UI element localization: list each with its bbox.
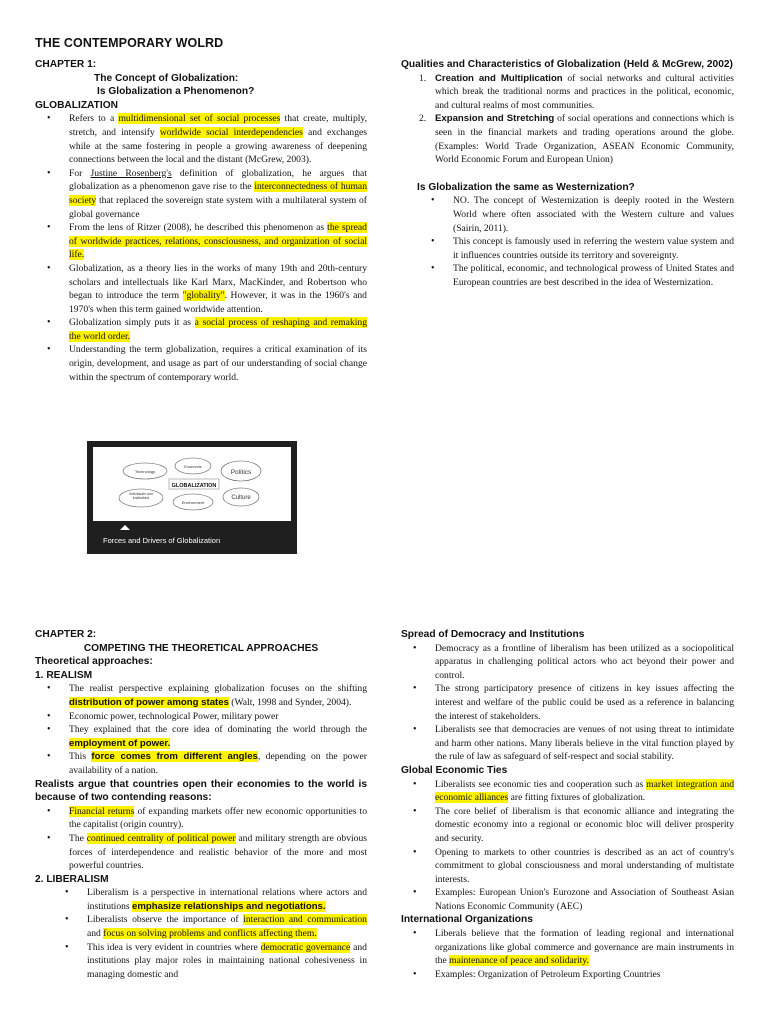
chapter-1-subtitle-2: Is Globalization a Phenomenon?	[97, 86, 255, 98]
spread-list	[401, 642, 734, 764]
node-individuals-wrap	[123, 492, 159, 506]
document-title: THE CONTEMPORARY WOLRD	[35, 36, 224, 50]
chapter-2-section	[35, 628, 367, 981]
chapter-1-label: CHAPTER 1:	[35, 59, 97, 70]
node-environment: Environment	[181, 500, 205, 505]
globalization-drivers-figure	[87, 441, 297, 554]
list-item: • The continued centrality of political power and military strength are obvious forces of interdependence and realistic behavior of the more and most powerful countries.	[69, 832, 367, 873]
intl-orgs-heading: International Organizations	[401, 914, 533, 926]
approaches-heading: Theoretical approaches:	[35, 656, 153, 668]
list-item: • Liberalists see economic ties and cooperation such as market integration and economic alliances are fitting fixtures of globalization.	[435, 778, 734, 805]
liberalism-heading: 2. LIBERALISM	[35, 873, 109, 885]
chapter-2-title: COMPETING THE THEORETICAL APPROACHES	[83, 642, 319, 654]
chapter-1-subtitle-1: The Concept of Globalization:	[94, 72, 239, 84]
list-item: • Examples: Organization of Petroleum Exporting Countries	[435, 968, 734, 982]
list-item: • From the lens of Ritzer (2008), he described this phenomenon as the spread of worldwide practices, relations, consciousness, and organization of social life.	[69, 221, 367, 262]
globalization-heading: GLOBALIZATION	[35, 99, 118, 111]
list-item: • This concept is famously used in referring the western value system and it influences countries outside its territory and sovereignty.	[453, 235, 734, 262]
qualities-list	[401, 72, 734, 167]
list-item: • Opening to markets to other countries is described as an act of country's commitment to global consciousness and moral understanding of multistate interests.	[435, 846, 734, 887]
list-item: • For Justine Rosenberg's definition of globalization, he argues that globalization as a phenomenon gave rise to the interconnectedness of human society that replaced the sovereign state system with a multilateral system of global governance	[69, 167, 367, 221]
node-economic: Economic	[184, 464, 202, 469]
list-item: • This idea is very evident in countries where democratic governance and institutions play major roles in maintaining national cohesiveness in managing domestic and	[87, 941, 367, 982]
list-item: • Financial returns of expanding markets offer new economic opportunities to the capitalist (origin country).	[69, 805, 367, 832]
spread-heading: Spread of Democracy and Institutions	[401, 629, 585, 640]
list-item: • Liberalism is a perspective in international relations where actors and institutions emphasize relationships and negotiations.	[87, 886, 367, 913]
chapter-1-section	[35, 58, 367, 384]
realism-list	[35, 682, 367, 777]
node-technology: Technology	[134, 469, 156, 474]
list-item: • Globalization, as a theory lies in the works of many 19th and 20th-century scholars and intellectuals like Karl Marx, MacKinder, and Robertson who began to introduce the term "globality". However, it was in the 1960's and 1970's when this term gained worldwide attention.	[69, 262, 367, 316]
list-item: • Democracy as a frontline of liberalism has been utilized as a sociopolitical apparatus in challenging political actors who act beyond their power and control.	[435, 642, 734, 683]
economic-ties-list	[401, 778, 734, 914]
figure-caption: Forces and Drivers of Globalization	[103, 536, 221, 545]
westernization-heading: Is Globalization the same as Westernization?	[417, 181, 635, 193]
caption-pointer	[120, 525, 130, 530]
qualities-heading: Qualities and Characteristics of Globalization (Held & McGrew, 2002)	[401, 59, 733, 70]
diagram-svg	[93, 447, 291, 521]
list-item: • Liberalists observe the importance of interaction and communication and focus on solving problems and conflicts affecting them.	[87, 913, 367, 940]
list-item: • The strong participatory presence of citizens in key issues affecting the interest and welfare of the public could be used as a reference in balancing the interest of stakeholders.	[435, 682, 734, 723]
list-item: • Globalization simply puts it as a social process of reshaping and remaking the world order.	[69, 316, 367, 343]
node-individuals: Individuals and institutions	[129, 492, 153, 500]
list-item: 1. Creation and Multiplication of social networks and cultural activities which break the traditional norms and practices in the political, economic, and cultural realms of most communities.	[419, 72, 735, 111]
node-culture: Culture	[231, 495, 251, 501]
globalization-list	[35, 112, 367, 384]
list-item: • NO. The concept of Westernization is deeply rooted in the Western World where often associated with the Western culture and values (Sairin, 2011).	[453, 194, 734, 235]
qualities-section	[401, 58, 734, 290]
list-item: 2. Expansion and Stretching of social operations and connections which is seen in the financial markets and trading operations around the globe. (Examples: World Trade Organization, ASEAN Economic Community, World Economic Forum and European Union)	[419, 113, 734, 166]
realists-argue-heading: Realists argue that countries open their economies to the world is because of two contending reasons:	[35, 778, 367, 804]
list-item: • They explained that the core idea of dominating the world through the employment of power.	[69, 723, 367, 750]
intl-orgs-list	[401, 927, 734, 981]
node-politics: Politics	[230, 469, 252, 476]
list-item: • Economic power, technological Power, military power	[69, 710, 367, 724]
economic-ties-heading: Global Economic Ties	[401, 764, 508, 776]
figure-diagram	[93, 447, 291, 521]
list-item: • The core belief of liberalism is that economic alliance and integrating the domestic economy into a regional or economic bloc will deliver prosperity and security.	[435, 805, 734, 846]
reasons-list	[35, 805, 367, 873]
liberalism-list	[35, 886, 367, 981]
westernization-list	[401, 194, 734, 289]
list-item: • Liberals believe that the formation of leading regional and international organizations like global commerce and governance are main instruments in the maintenance of peace and solidarity.	[435, 927, 734, 968]
list-item: • Understanding the term globalization, requires a critical examination of its origin, development, and usage as part of our understanding of social change within the spectrum of contemporary world.	[69, 343, 367, 384]
center-label: GLOBALIZATION	[171, 483, 217, 489]
list-item: • This force comes from different angles, depending on the power availability of a nation.	[69, 750, 367, 777]
liberalism-details-section	[401, 628, 734, 981]
list-item: • The political, economic, and technological prowess of United States and European countries are best described in the idea of Westernization.	[453, 262, 734, 289]
realism-heading: 1. REALISM	[35, 669, 93, 681]
list-item: • Examples: European Union's Eurozone and Association of Southeast Asian Nations Economic Community (AEC)	[435, 886, 734, 913]
list-item: • Refers to a multidimensional set of social processes that create, multiply, stretch, and intensify worldwide social interdependencies and exchanges while at the same fostering in people a growing awareness of deepening connections between the local and the distant (McGrew, 2003).	[69, 112, 367, 166]
list-item: • Liberalists see that democracies are venues of not using threat to intimidate and harm other nations. Many liberals believe in the vital function played by the rule of law as safeguard of self-respect and social stability.	[435, 723, 734, 764]
chapter-2-label: CHAPTER 2:	[35, 629, 97, 640]
list-item: • The realist perspective explaining globalization focuses on the shifting distribution of power among states (Walt, 1998 and Synder, 2004).	[69, 682, 367, 709]
